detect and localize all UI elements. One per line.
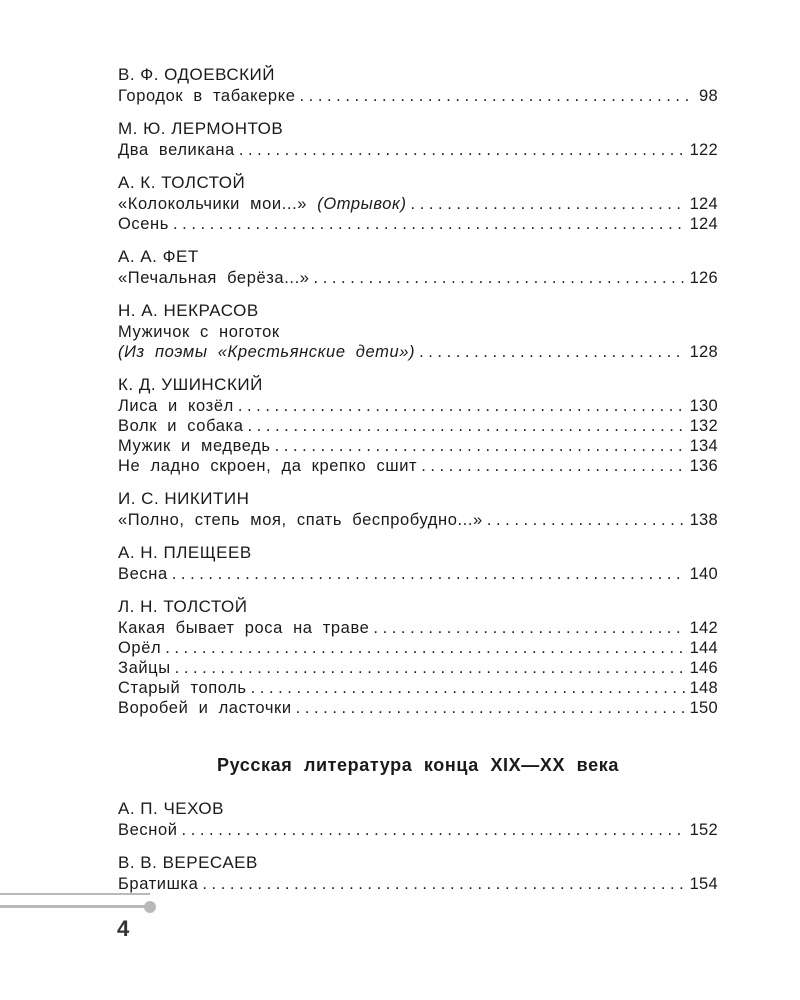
toc-author-block (118, 118, 718, 160)
entry-title (118, 140, 235, 160)
toc-entry (118, 396, 718, 416)
dot-leader (175, 658, 686, 678)
toc-author-block (118, 596, 718, 718)
toc-entry (118, 86, 718, 106)
entry-page-number: 144 (689, 639, 718, 657)
entry-title-text: Братишка (118, 875, 199, 893)
toc-entry (118, 322, 718, 342)
toc-entry (118, 268, 718, 288)
entry-page-number: 152 (689, 821, 718, 839)
entry-page-number: 124 (689, 215, 718, 233)
dot-leader (172, 564, 686, 584)
entry-title-text: «Колокольчики мои...» (118, 195, 308, 213)
toc-section-modern (118, 798, 718, 894)
toc-author-block (118, 172, 718, 234)
entry-title (118, 618, 369, 638)
toc-entry (118, 140, 718, 160)
entry-title-text: Волк и собака (118, 417, 244, 435)
dot-leader (173, 214, 686, 234)
author-name: А. К. ТОЛСТОЙ (118, 173, 246, 192)
toc-entry (118, 436, 718, 456)
entry-title-text: Весной (118, 821, 178, 839)
entry-title (118, 86, 296, 106)
dot-leader (182, 820, 686, 840)
footer-rule-lower (0, 905, 150, 908)
toc-entry (118, 820, 718, 840)
entry-title (118, 456, 417, 476)
entry-title-text: Мужик и медведь (118, 437, 271, 455)
entry-title-note: (Отрывок) (317, 195, 407, 213)
entry-page-number: 126 (689, 269, 718, 287)
author-name: К. Д. УШИНСКИЙ (118, 375, 263, 394)
entry-title-text: Лиса и козёл (118, 397, 234, 415)
section-heading: Русская литература конца XIX—XX века (217, 755, 619, 775)
entry-title (118, 323, 280, 341)
entry-page-number: 132 (689, 417, 718, 435)
entry-title-text: Старый тополь (118, 679, 247, 697)
dot-leader (165, 638, 685, 658)
toc-entry (118, 194, 718, 214)
entry-title-text: Два великана (118, 141, 235, 159)
author-name: А. Н. ПЛЕЩЕЕВ (118, 543, 252, 562)
entry-title (118, 436, 271, 456)
toc-entry (118, 510, 718, 530)
entry-title (118, 342, 415, 362)
entry-title-text: Зайцы (118, 659, 171, 677)
entry-title (118, 416, 243, 436)
entry-title (118, 564, 168, 584)
entry-page-number: 140 (689, 565, 718, 583)
dot-leader (247, 416, 685, 436)
entry-page-number: 146 (689, 659, 718, 677)
author-name: А. А. ФЕТ (118, 247, 199, 266)
entry-page-number: 154 (689, 875, 718, 893)
entry-title-text: Воробей и ласточки (118, 699, 292, 717)
entry-title-text: Мужичок с ноготок (118, 323, 280, 341)
toc-author-block (118, 852, 718, 894)
entry-title (118, 194, 407, 214)
toc-section-classic (118, 64, 718, 718)
author-name: И. С. НИКИТИН (118, 489, 250, 508)
dot-leader (487, 510, 686, 530)
toc-author-block (118, 64, 718, 106)
author-name: В. В. ВЕРЕСАЕВ (118, 853, 258, 872)
dot-leader (202, 874, 685, 894)
dot-leader (251, 678, 686, 698)
entry-title (118, 698, 292, 718)
entry-title-text: Осень (118, 215, 169, 233)
entry-title (118, 268, 310, 288)
entry-title (118, 396, 234, 416)
entry-page-number: 124 (689, 195, 718, 213)
toc-entry (118, 638, 718, 658)
entry-title (118, 214, 169, 234)
toc-author-block (118, 798, 718, 840)
dot-leader (411, 194, 686, 214)
entry-title (118, 658, 171, 678)
entry-page-number: 98 (699, 87, 718, 105)
entry-page-number: 148 (689, 679, 718, 697)
dot-leader (296, 698, 686, 718)
toc-entry (118, 658, 718, 678)
toc-entry (118, 874, 718, 894)
dot-leader (239, 140, 686, 160)
entry-title (118, 678, 247, 698)
entry-title (118, 820, 178, 840)
author-name: М. Ю. ЛЕРМОНТОВ (118, 119, 284, 138)
toc-author-block (118, 542, 718, 584)
entry-page-number: 128 (689, 343, 718, 361)
author-name: Н. А. НЕКРАСОВ (118, 301, 259, 320)
dot-leader (300, 86, 696, 106)
entry-title (118, 874, 198, 894)
entry-title-text: Весна (118, 565, 168, 583)
entry-title-text: Орёл (118, 639, 162, 657)
toc-author-block (118, 246, 718, 288)
toc-entry (118, 678, 718, 698)
entry-title-text: Городок в табакерке (118, 87, 296, 105)
dot-leader (373, 618, 685, 638)
entry-title-text: «Полно, степь моя, спать беспробудно...» (118, 511, 483, 529)
author-name: Л. Н. ТОЛСТОЙ (118, 597, 248, 616)
entry-title-text: Не ладно скроен, да крепко сшит (118, 457, 418, 475)
toc-entry (118, 214, 718, 234)
toc-entry (118, 342, 718, 362)
entry-page-number: 122 (689, 141, 718, 159)
entry-page-number: 130 (689, 397, 718, 415)
entry-page-number: 150 (689, 699, 718, 717)
entry-page-number: 134 (689, 437, 718, 455)
author-name: А. П. ЧЕХОВ (118, 799, 224, 818)
toc-entry (118, 456, 718, 476)
toc-entry (118, 564, 718, 584)
entry-title (118, 638, 161, 658)
entry-page-number: 138 (689, 511, 718, 529)
toc-entry (118, 618, 718, 638)
entry-title-text: «Печальная берёза...» (118, 269, 310, 287)
footer-rule (0, 893, 150, 895)
toc-entry (118, 698, 718, 718)
entry-page-number: 142 (689, 619, 718, 637)
entry-page-number: 136 (689, 457, 718, 475)
toc-entry (118, 416, 718, 436)
page-number: 4 (117, 916, 130, 941)
author-name: В. Ф. ОДОЕВСКИЙ (118, 65, 275, 84)
dot-leader (421, 456, 685, 476)
entry-title (118, 510, 483, 530)
table-of-contents (118, 64, 718, 906)
entry-title-text: Какая бывает роса на траве (118, 619, 370, 637)
entry-title-note: (Из поэмы «Крестьянские дети») (118, 343, 416, 361)
toc-author-block (118, 488, 718, 530)
footer-rule-dot (144, 901, 156, 913)
dot-leader (238, 396, 686, 416)
dot-leader (275, 436, 686, 456)
toc-author-block (118, 300, 718, 362)
dot-leader (419, 342, 685, 362)
dot-leader (314, 268, 686, 288)
toc-author-block (118, 374, 718, 476)
